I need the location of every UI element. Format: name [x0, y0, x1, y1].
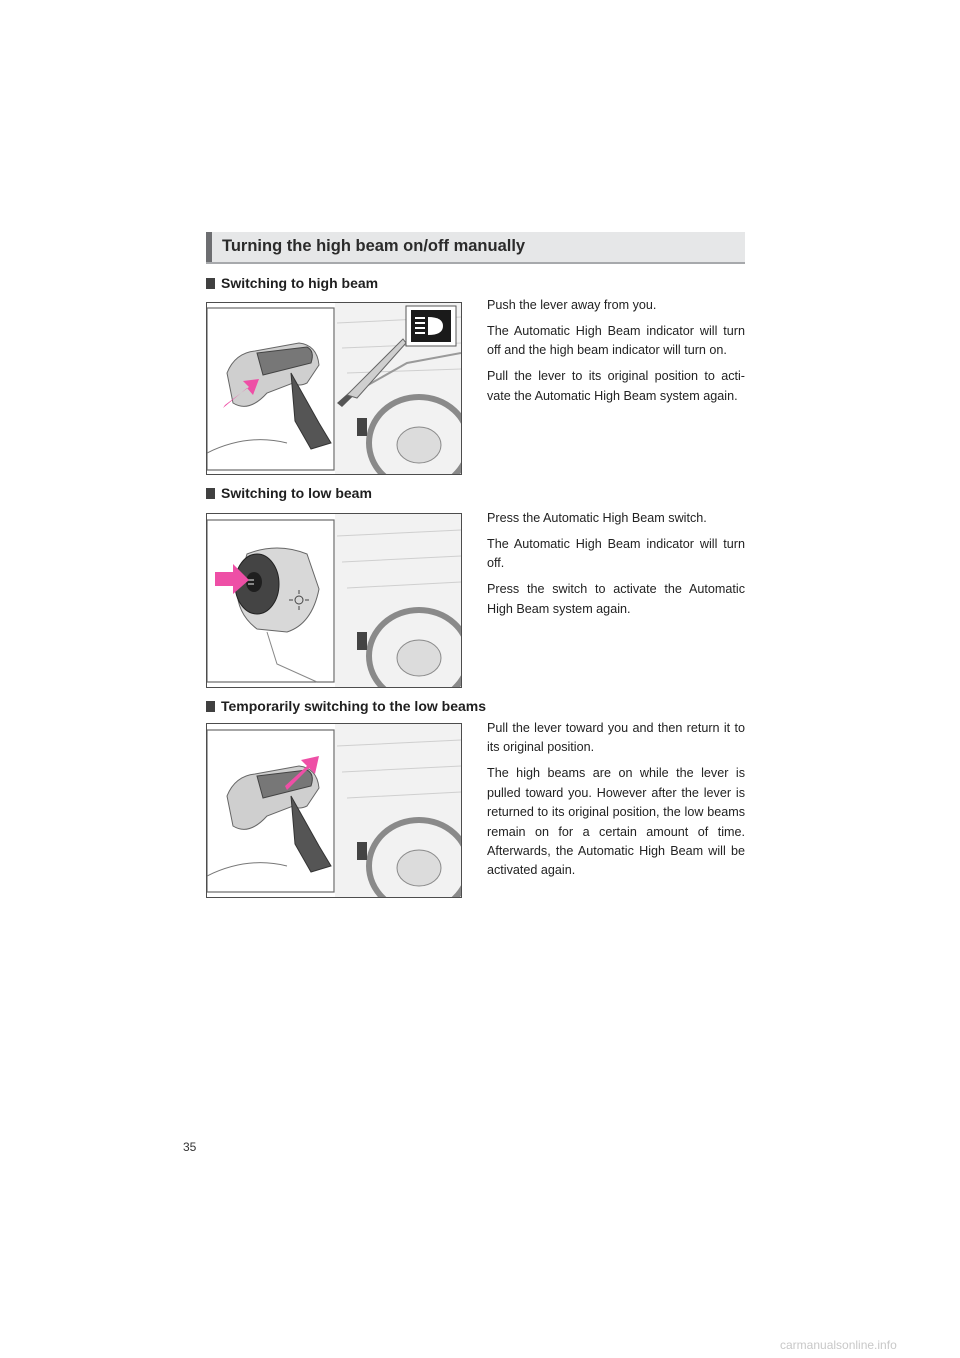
- subheading-temporary-low-beams: [206, 698, 486, 714]
- page-number: 35: [183, 1140, 197, 1154]
- bullet-square-icon: [206, 278, 215, 289]
- watermark: carmanualsonline.info: [780, 1338, 897, 1352]
- paragraph: Push the lever away from you.: [487, 298, 657, 312]
- subheading-text: Temporarily switching to the low beams: [221, 698, 487, 714]
- paragraph: The Automatic High Beam indicator will turn off and the high beam indicator will turn on.: [487, 323, 745, 358]
- section-title: Turning the high beam on/off manually: [222, 237, 526, 255]
- paragraph: Pull the lever to its original position to acti-vate the Automatic High Beam system again.: [487, 369, 745, 403]
- bullet-square-icon: [206, 701, 215, 712]
- lever-pull-illustration: [207, 724, 461, 897]
- text-temporary-low-beams: [487, 719, 745, 887]
- section-header-bar: [206, 232, 212, 262]
- illustration-low-beam: [206, 513, 462, 688]
- illustration-high-beam: [206, 302, 462, 475]
- text-high-beam: [487, 296, 745, 413]
- paragraph: Press the Automatic High Beam switch.: [487, 511, 707, 525]
- paragraph: The high beams are on while the lever is pulled toward you. However after the lever is returned to its original position, the low beams remain on for a certain amount of time. Afterwards, the Automatic High Beam will be activated again.: [487, 766, 745, 878]
- paragraph: Press the switch to activate the Automatic High Beam system again.: [487, 582, 745, 616]
- subheading-high-beam: [206, 275, 378, 291]
- illustration-temporary-low-beams: [206, 723, 462, 898]
- subheading-text: Switching to high beam: [221, 275, 379, 291]
- paragraph: The Automatic High Beam indicator will turn off.: [487, 536, 745, 571]
- switch-press-illustration: [207, 514, 461, 687]
- paragraph: Pull the lever toward you and then return it to its original position.: [487, 721, 745, 755]
- subheading-text: Switching to low beam: [221, 485, 372, 501]
- lever-push-illustration: [207, 303, 461, 474]
- text-low-beam: [487, 509, 745, 626]
- bullet-square-icon: [206, 488, 215, 499]
- subheading-low-beam: [206, 485, 372, 501]
- section-header: [206, 232, 745, 264]
